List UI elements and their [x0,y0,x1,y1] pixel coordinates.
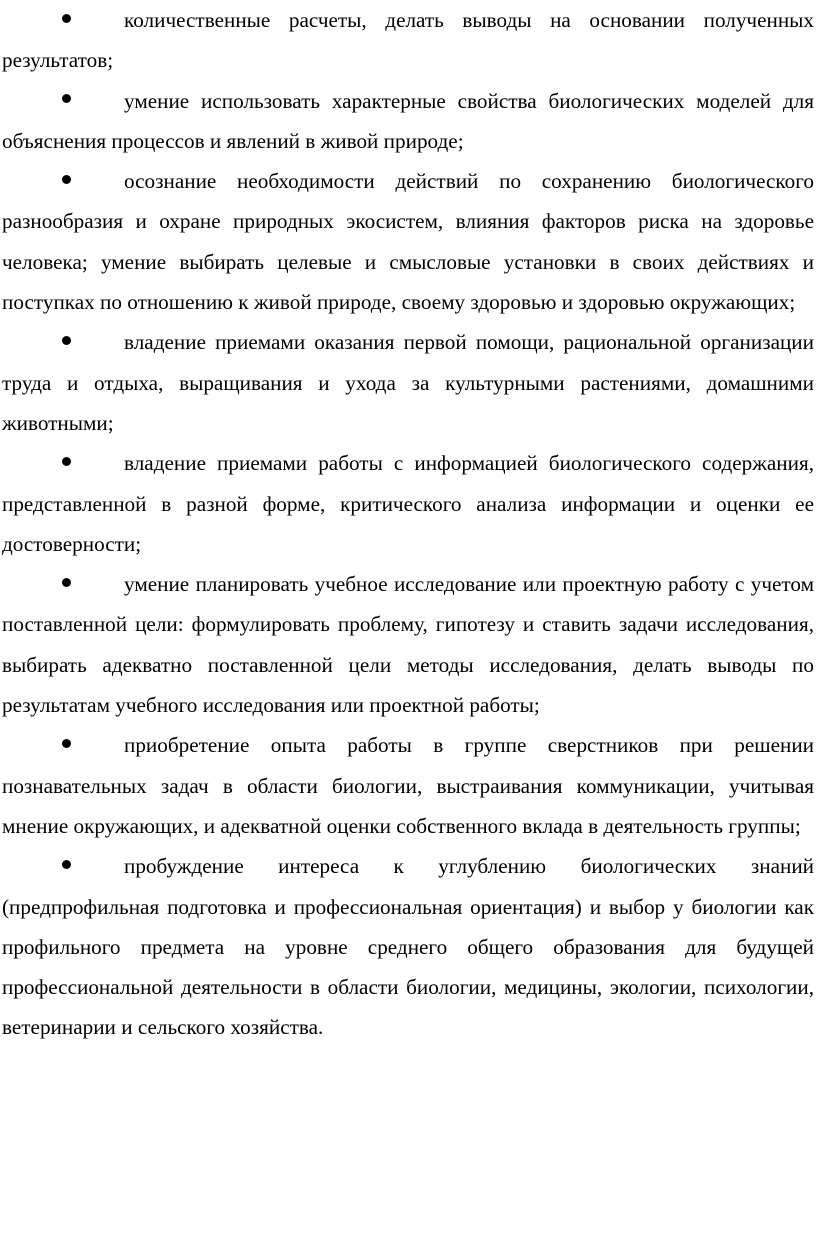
bullet-text: умение использовать характерные свойства биологических моделей для объяснения процессов и явлений в живой природе; [2,88,814,153]
bullet-item [2,443,814,564]
bullet-icon [58,564,74,604]
bullet-text: пробуждение интереса к углублению биологических знаний (предпрофильная подготовка и профессиональная ориентация) и выбор у биологии как профильного предмета на уровне среднего общего образования для будущей профессиональной деятельности в области биологии, медицины, экологии, психологии, ветеринарии и сельского хозяйства. [2,854,814,1040]
bullet-text: владение приемами работы с информацией биологического содержания, представленной в разной форме, критического анализа информации и оценки ее достоверности; [2,451,814,556]
bullet-icon [58,161,74,201]
bullet-icon [58,443,74,483]
bullet-item [2,81,814,162]
bullet-item [2,322,814,443]
bullet-item [2,0,814,81]
bullet-text: осознание необходимости действий по сохранению биологического разнообразия и охране природных экосистем, влияния факторов риска на здоровье человека; умение выбирать целевые и смысловые установки в своих действиях и поступках по отношению к живой природе, своему здоровью и здоровью окружающих; [2,169,814,315]
bullet-text: приобретение опыта работы в группе сверстников при решении познавательных задач в области биологии, выстраивания коммуникации, учитывая мнение окружающих, и адекватной оценки собственного вклада в деятельность группы; [2,733,814,838]
bullet-icon [58,81,74,121]
bullet-text: владение приемами оказания первой помощи, рациональной организации труда и отдыха, выращивания и ухода за культурными растениями, домашними животными; [2,330,814,435]
bullet-icon [58,322,74,362]
bullet-icon [58,0,74,40]
bullet-text: умение планировать учебное исследование или проектную работу с учетом поставленной цели: формулировать проблему, гипотезу и ставить задачи исследования, выбирать адекватно поставленной цели методы исследования, делать выводы по результатам учебного исследования или проектной работы; [2,572,814,718]
bullet-item [2,846,814,1047]
bullet-text: количественные расчеты, делать выводы на основании полученных результатов; [2,8,814,73]
bullet-item [2,161,814,322]
bullet-icon [58,725,74,765]
bullet-item [2,564,814,725]
bullet-icon [58,846,74,886]
bullet-item [2,725,814,846]
